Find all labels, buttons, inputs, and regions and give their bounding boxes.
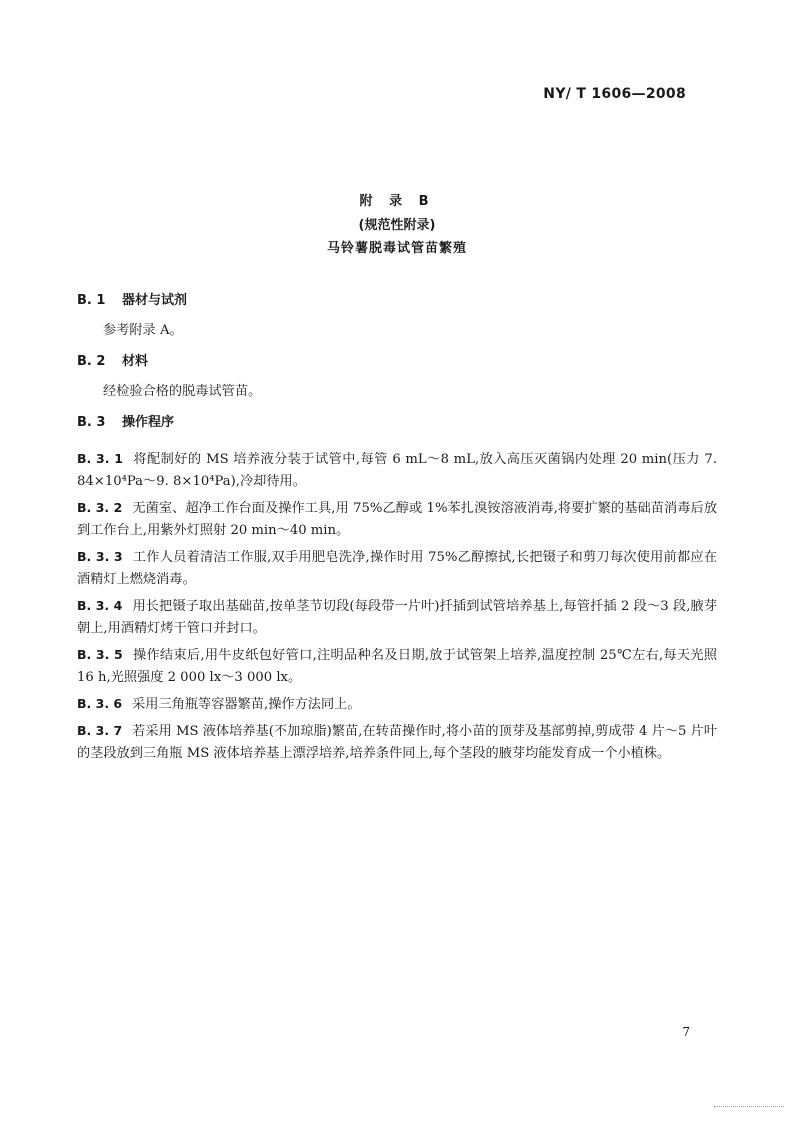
clause — [77, 720, 717, 765]
clause — [77, 448, 717, 493]
section-number: B. 2 — [77, 354, 106, 369]
clause-text: 操作结束后,用牛皮纸包好管口,注明品种名及日期,放于试管架上培养,温度控制 25℃左右,每天光照 16 h,光照强度 2 000 lx～3 000 lx。 — [77, 648, 718, 685]
annex-label: 附 录 B — [359, 194, 435, 209]
annex-type: (规范性附录) — [358, 218, 436, 233]
standard-code: NY/ T 1606—2008 — [543, 86, 686, 102]
clause-text: 工作人员着清洁工作服,双手用肥皂洗净,操作时用 75%乙醇擦拭,长把镊子和剪刀每次使用前都应在酒精灯上燃烧消毒。 — [77, 550, 718, 587]
section-body: 参考附录 A。 — [103, 323, 183, 338]
document-body — [77, 290, 717, 769]
scan-mark — [714, 1106, 784, 1113]
clause-number: B. 3. 1 — [77, 451, 123, 466]
clause-number: B. 3. 4 — [77, 598, 123, 613]
clause — [77, 497, 717, 542]
clause-text: 若采用 MS 液体培养基(不加琼脂)繁苗,在转苗操作时,将小苗的顶芽及基部剪掉,剪成带 4 片～5 片叶的茎段放到三角瓶 MS 液体培养基上漂浮培养,培养条件同上,每个茎段的腋芽均能发育成一个小植株。 — [77, 724, 718, 761]
section-heading — [77, 290, 717, 312]
section-number: B. 1 — [77, 293, 106, 308]
clause-number: B. 3. 3 — [77, 549, 123, 564]
clause-text: 无菌室、超净工作台面及操作工具,用 75%乙醇或 1%苯扎溴铵溶液消毒,将要扩繁的基础苗消毒后放到工作台上,用紫外灯照射 20 min～40 min。 — [77, 501, 718, 538]
page-number: 7 — [682, 1025, 690, 1039]
section-title: 材料 — [122, 354, 149, 369]
clause — [77, 546, 717, 591]
clause-text: 用长把镊子取出基础苗,按单茎节切段(每段带一片叶)扦插到试管培养基上,每管扦插 2 段～3 段,腋芽朝上,用酒精灯烤干管口并封口。 — [77, 599, 718, 636]
clause-text: 将配制好的 MS 培养液分装于试管中,每管 6 mL～8 mL,放入高压灭菌锅内处理 20 min(压力 7. 84×10⁴Pa～9. 8×10⁴Pa),冷却待用。 — [77, 452, 718, 489]
section-title: 器材与试剂 — [122, 293, 188, 308]
clause-number: B. 3. 5 — [77, 647, 123, 662]
clause-number: B. 3. 6 — [77, 696, 123, 711]
clause — [77, 644, 717, 689]
annex-title: 马铃薯脱毒试管苗繁殖 — [326, 241, 467, 256]
clause-text: 采用三角瓶等容器繁苗,操作方法同上。 — [132, 697, 361, 712]
clause — [77, 595, 717, 640]
clause-number: B. 3. 2 — [77, 500, 123, 515]
clause-number: B. 3. 7 — [77, 723, 123, 738]
section-heading — [77, 412, 717, 434]
section-heading — [77, 351, 717, 373]
section-body: 经检验合格的脱毒试管苗。 — [103, 384, 262, 399]
section-number: B. 3 — [77, 415, 106, 430]
clause — [77, 693, 717, 716]
section-title: 操作程序 — [122, 415, 175, 430]
